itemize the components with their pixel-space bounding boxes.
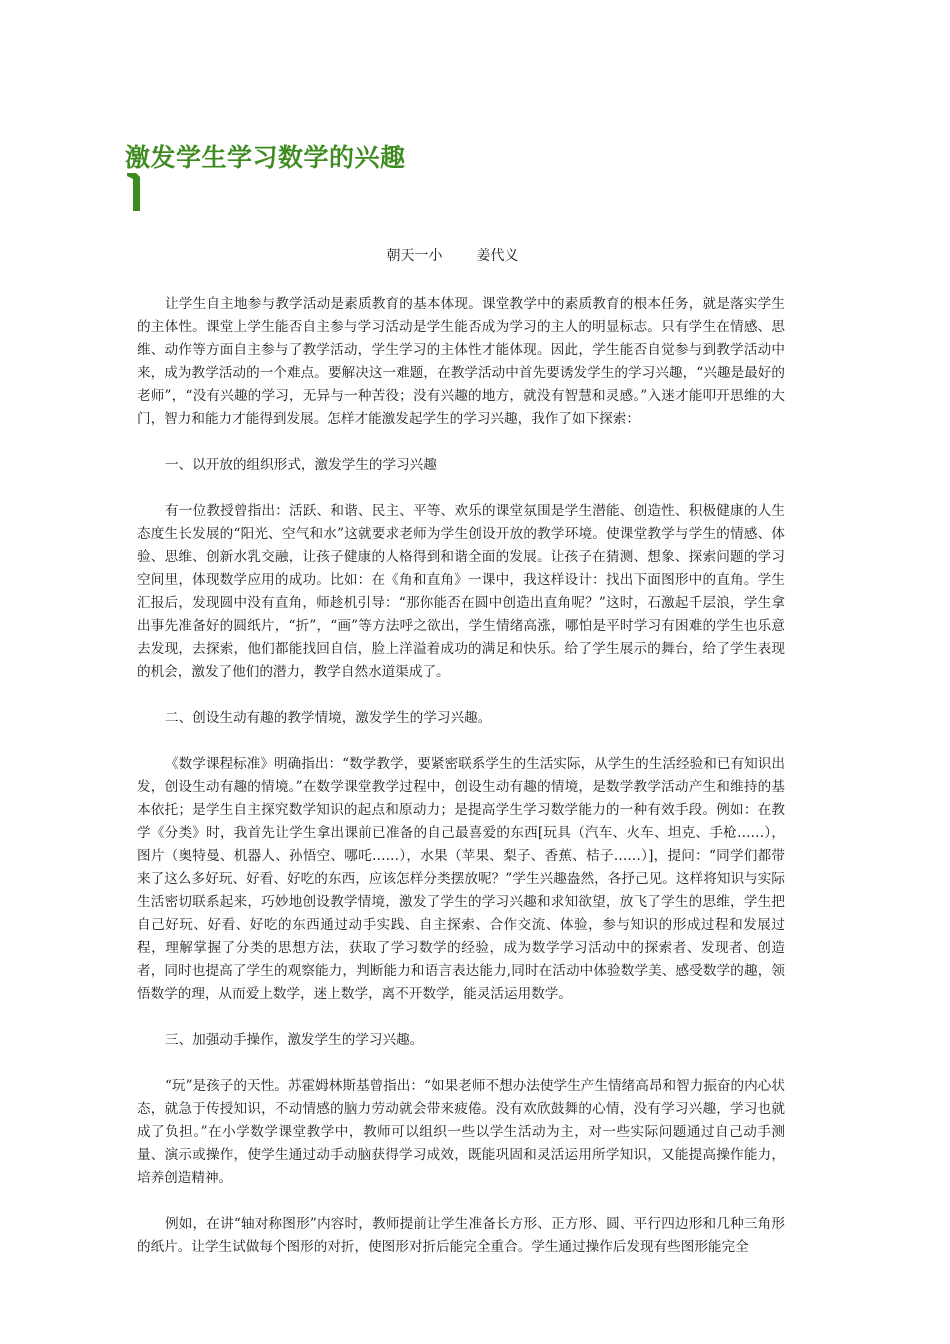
section-heading-1: 一、以开放的组织形式，激发学生的学习兴趣 [165,457,437,473]
paragraph-section-3a: “玩”是孩子的天性。苏霍姆林斯基曾指出：“如果老师不想办法使学生产生情绪高昂和智力振奋的内心状态，就急于传授知识，不动情感的脑力劳动就会带来疲倦。没有欢欣鼓舞的心情，没有学习兴趣，学习也就成了负担。”在小学数学课堂教学中，教师可以组织一些以学生活动为主，对一些实际问题通过自己动手测量、演示或操作，使学生通过动手动脑获得学习成效，既能巩固和灵活运用所学知识，又能提高操作能力，培养创造精神。 [137,1078,785,1186]
section-heading-3: 三、加强动手操作，激发学生的学习兴趣。 [165,1032,424,1048]
page-title: 激发学生学习数学的兴趣 [125,143,406,172]
author-name: 姜代义 [476,248,519,264]
article-body [137,293,785,1282]
section-heading-2: 二、创设生动有趣的教学情境，激发学生的学习兴趣。 [165,710,492,726]
paragraph-section-1: 有一位教授曾指出：活跃、和谐、民主、平等、欢乐的课堂氛围是学生潜能、创造性、积极健康的人生态度生长发展的“阳光、空气和水”这就要求老师为学生创设开放的教学环境。使课堂教学与学生的情感、体验、思维、创新水乳交融，让孩子健康的人格得到和谐全面的发展。让孩子在猜测、想象、探索问题的学习空间里，体现数学应用的成功。比如：在《角和直角》一课中，我这样设计：找出下面图形中的直角。学生汇报后，发现圆中没有直角，师趁机引导：“那你能否在圆中创造出直角呢？”这时，石激起千层浪，学生拿出事先准备好的圆纸片，“折”，“画”等方法呼之欲出，学生情绪高涨，哪怕是平时学习有困难的学生也乐意去发现，去探索，他们都能找回自信，脸上洋溢着成功的满足和快乐。给了学生展示的舞台，给了学生表现的机会，激发了他们的潜力，教学自然水道渠成了。 [137,503,785,680]
paragraph-section-3b: 例如，在讲“轴对称图形”内容时，教师提前让学生准备长方形、正方形、圆、平行四边形和几种三角形的纸片。让学生试做每个图形的对折，使图形对折后能完全重合。学生通过操作后发现有些图形能完全 [137,1216,785,1255]
title-accent-bar [127,173,141,211]
byline [0,245,905,265]
school-name: 朝天一小 [386,248,443,264]
paragraph-section-2: 《数学课程标准》明确指出：“数学教学，要紧密联系学生的生活实际，从学生的生活经验和已有知识出发，创设生动有趣的情境。”在数学课堂教学过程中，创设生动有趣的情境，是数学教学活动产生和维持的基本依托；是学生自主探究数学知识的起点和原动力；是提高学生学习数学能力的一种有效手段。例如：在教学《分类》时，我首先让学生拿出课前已准备的自己最喜爱的东西[玩具（汽车、火车、坦克、手枪……），图片（奥特曼、机器人、孙悟空、哪吒……），水果（苹果、梨子、香蕉、桔子……）]，提问：“同学们都带来了这么多好玩、好看、好吃的东西，应该怎样分类摆放呢？”学生兴趣盎然，各抒己见。这样将知识与实际生活密切联系起来，巧妙地创设教学情境，激发了学生的学习兴趣和求知欲望，放飞了学生的思维，学生把自己好玩、好看、好吃的东西通过动手实践、自主探索、合作交流、体验，参与知识的形成过程和发展过程，理解掌握了分类的思想方法，获取了学习数学的经验，成为数学学习活动中的探索者、发现者、创造者，同时也提高了学生的观察能力，判断能力和语言表达能力,同时在活动中体验数学美、感受数学的趣，领悟数学的理，从而爱上数学，迷上数学，离不开数学，能灵活运用数学。 [137,756,785,1002]
paragraph-intro: 让学生自主地参与教学活动是素质教育的基本体现。课堂教学中的素质教育的根本任务，就是落实学生的主体性。课堂上学生能否自主参与学习活动是学生能否成为学习的主人的明显标志。只有学生在情感、思维、动作等方面自主参与了教学活动，学生学习的主体性才能体现。因此，学生能否自觉参与到教学活动中来，成为教学活动的一个难点。要解决这一难题，在教学活动中首先要诱发学生的学习兴趣，“兴趣是最好的老师”，“没有兴趣的学习，无异与一种苦役；没有兴趣的地方，就没有智慧和灵感。”入迷才能叩开思维的大门，智力和能力才能得到发展。怎样才能激发起学生的学习兴趣，我作了如下探索： [137,296,785,427]
